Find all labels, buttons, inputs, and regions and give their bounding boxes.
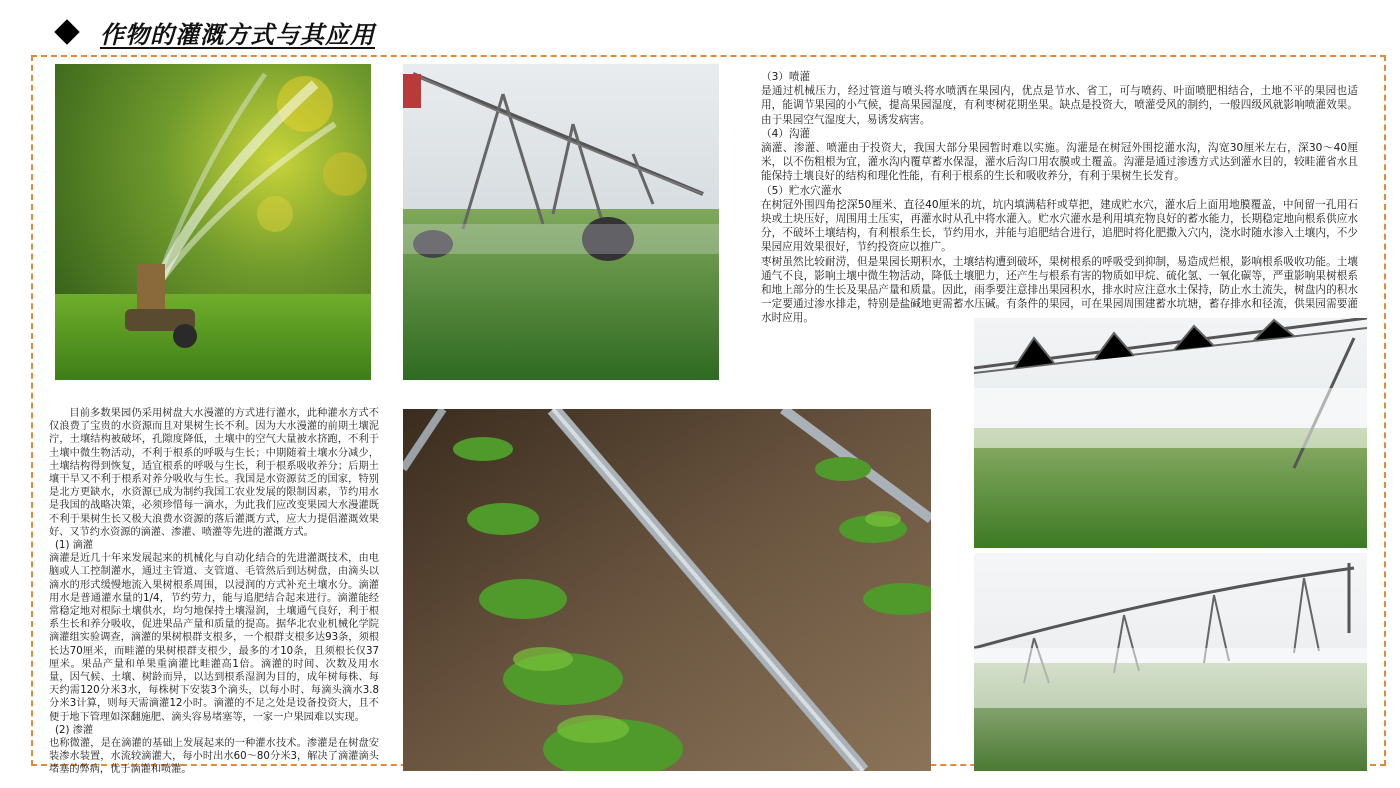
drip-line-seedlings-photo <box>403 409 931 771</box>
drip-heading: (1) 滴灌 <box>55 540 94 552</box>
diamond-bullet-icon <box>54 19 79 44</box>
spray-paragraph: 是通过机械压力，经过管道与喷头将水喷洒在果园内，优点是节水、省工，可与喷药、叶面喷肥相结合，土地不平的果园也适用，能调节果园的小气候，提高果园湿度，有利枣树花期坐果。缺点是投资大，喷灌受风的制约，一般四级风就影响喷灌效果。由于果园空气湿度大，易诱发病害。 <box>761 85 1358 126</box>
center-pivot-field-photo <box>403 64 719 380</box>
seep-paragraph: 也称微灌，是在滴灌的基础上发展起来的一种灌水技术。渗灌是在树盘安装渗水装置，水流较滴灌大，每小时出水60～80分米3，解决了滴灌滴头堵塞的弊病，优于滴灌和喷灌。 <box>49 738 379 776</box>
page-header <box>54 14 375 50</box>
page-title: 作物的灌溉方式与其应用 <box>100 20 375 49</box>
sprinkler-photo <box>55 64 371 380</box>
pit-paragraph: 在树冠外围四角挖深50厘米、直径40厘米的坑，坑内填满秸秆或草把，建成贮水穴，灌水后上面用地膜覆盖，中间留一孔用石块或土块压好，周围用土压实，再灌水时从孔中将水灌入。贮水穴灌水是利用填充物良好的蓄水能力，长期稳定地向根系供应水分，不破坏土壤结构，有利根系生长，节约用水，并能与追肥结合进行，追肥时将化肥撒入穴内，浇水时随水渗入土壤内，不少果园应用效果很好，节约投资应以推广。 <box>761 198 1358 254</box>
furrow-paragraph: 滴灌、渗灌、喷灌由于投资大，我国大部分果园暂时难以实施。沟灌是在树冠外围挖灌水沟，沟宽30厘米左右，深30～40厘米，以不伤粗根为宜，灌水沟内覆草蓄水保湿，灌水后沟口用农膜或土覆盖。沟灌是通过渗透方式达到灌水目的，较畦灌省水且能保持土壤良好的结构和理化性能，有利于根系的生长和吸收养分，有利于果树生长发育。 <box>761 142 1358 183</box>
right-text-block <box>761 70 1358 326</box>
intro-paragraph: 目前多数果园仍采用树盘大水漫灌的方式进行灌水，此种灌水方式不仅浪费了宝贵的水资源而且对果树生长不利。因为大水漫灌的前期土壤泥泞，土壤结构被破坏，孔隙度降低，土壤中的空气大量被水挤跑，不利于土壤中微生物活动，不利于根系的呼吸与生长；中期随着土壤水分减少，土壤结构得到恢复，适宜根系的呼吸与生长，利于根系吸收养分；后期土壤干旱又不利于根系对养分吸收与生长。我国是水资源贫乏的国家，特别是北方更缺水，水资源已成为制约我国工农业发展的限制因素，节约用水是我国的战略决策，必须珍惜每一滴水，为此我们应改变果园大水漫灌既不利于果树生长又极大浪费水资源的落后灌溉方式，应大力提倡灌溉效果好、又节约水资源的滴灌、渗灌、喷灌等先进的灌溉方式。 <box>49 408 379 538</box>
closing-paragraph: 枣树虽然比较耐涝，但是果园长期积水，土壤结构遭到破坏，果树根系的呼吸受到抑制，易造成烂根，影响根系吸收功能。土壤通气不良，影响土壤中微生物活动，降低土壤肥力，还产生与根系有害的物质如甲烷、硫化氢、一氧化碳等，严重影响果树根系和地上部分的生长及果品产量和质量。因此，雨季要注意排出果园积水，排水时应注意水土保持，防止水土流失，树盘内的积水一定要通过渗水排走，特别是盐碱地更需蓄水压碱。有条件的果园，可在果园周围建蓄水坑塘，蓄存排水和径流，供果园需要灌水时应用。 <box>761 255 1358 325</box>
pivot-spray-mist-photo <box>974 318 1367 548</box>
spray-heading: （3）喷灌 <box>761 71 811 83</box>
pit-heading: （5）贮水穴灌水 <box>761 184 842 197</box>
furrow-heading: （4）沟灌 <box>761 127 811 140</box>
pivot-spray-wide-photo <box>974 553 1367 771</box>
drip-paragraph: 滴灌是近几十年来发展起来的机械化与自动化结合的先进灌溉技术，由电脑或人工控制灌水，通过主管道、支管道、毛管然后到达树盘，由滴头以滴水的形式缓慢地流入果树根系周围，以浸润的方式补充土壤水分。滴灌用水是普通灌水量的1/4，节约劳力，能与追肥结合起来进行。滴灌能经常稳定地对根际土壤供水，均匀地保持土壤湿润，土壤通气良好，利于根系生长和养分吸收，促进果品产量和质量的提高。据华北农业机械化学院滴灌组实验调查，滴灌的果树根群支根多，一个根群支根多达93条，须根长达70厘米，而畦灌的果树根群支根少，最多的才10条，且须根长仅37厘米。果品产量和单果重滴灌比畦灌高1倍。滴灌的时间、次数及用水量，因气候、土壤、树龄而异，以达到根系湿润为目的，成年树每株、每天约需120分米3水，每株树下安装3个滴头，以每小时、每滴头滴水3.8分米3计算，则每天需滴灌12小时。滴灌的不足之处是设备投资大，且不便于地下管理如深翻施肥、滴头容易堵塞等，一家一户果园难以实现。 <box>49 553 379 723</box>
seep-heading: (2) 渗灌 <box>55 724 94 736</box>
left-text-block <box>49 407 379 777</box>
